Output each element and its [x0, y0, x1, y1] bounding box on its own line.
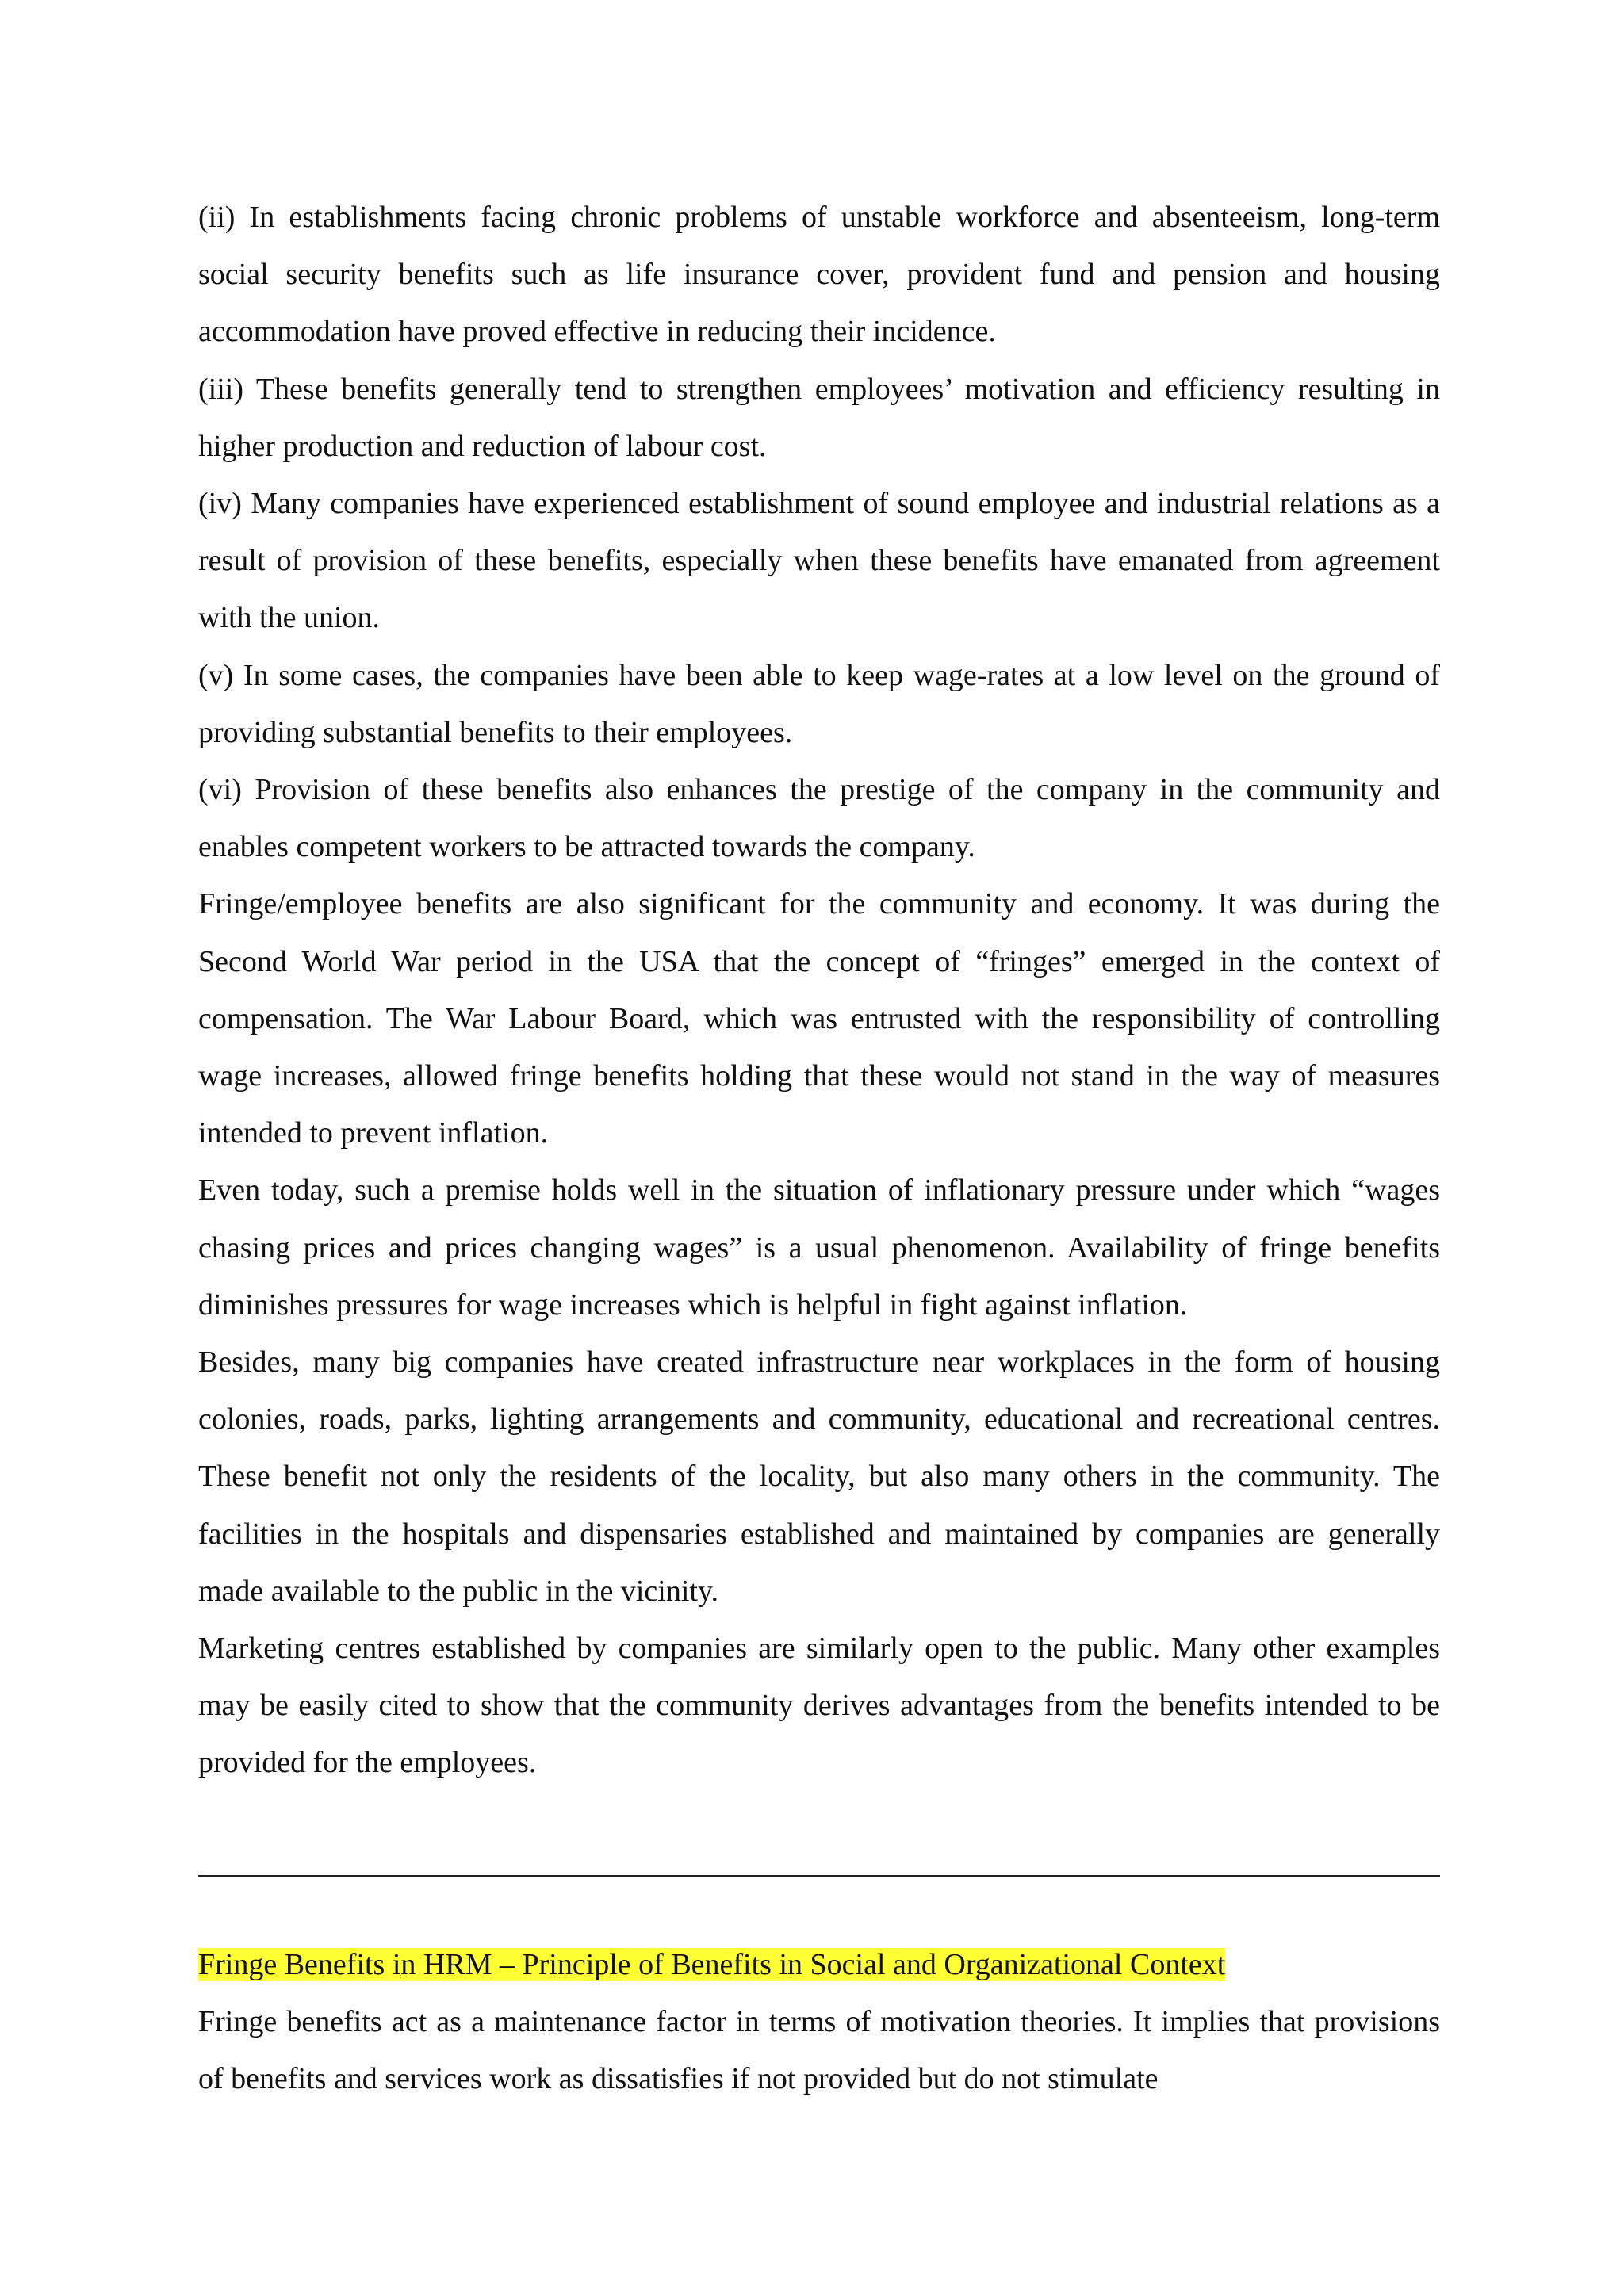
- paragraph-ii: (ii) In establishments facing chronic problems of unstable workforce and absenteeism, long-term social security benefits such as life insurance cover, provident fund and pension and housing accommodation have proved effective in reducing their incidence.: [198, 201, 1440, 349]
- section-intro-paragraph: Fringe benefits act as a maintenance factor in terms of motivation theories. It implies that provisions of benefits and services work as dissatisfies if not provided but do not stimulate: [198, 2005, 1440, 2096]
- paragraph-marketing-centres: Marketing centres established by companies are similarly open to the public. Many other examples may be easily cited to show that the community derives advantages from the benefits intended to be provided for the employees.: [198, 1632, 1440, 1780]
- paragraph-community-economy: Fringe/employee benefits are also significant for the community and economy. It was during the Second World War period in the USA that the concept of “fringes” emerged in the context of compensation. The War Labour Board, which was entrusted with the responsibility of controlling wage increases, allowed fringe benefits holding that these would not stand in the way of measures intended to prevent inflation.: [198, 887, 1440, 1150]
- paragraph-v: (v) In some cases, the companies have been able to keep wage-rates at a low level on the ground of providing substantial benefits to their employees.: [198, 658, 1440, 749]
- section-principle-of-benefits: [198, 1936, 1440, 2108]
- highlighted-heading-text: Fringe Benefits in HRM – Principle of Benefits in Social and Organizational Context: [198, 1948, 1226, 1981]
- paragraph-infrastructure: Besides, many big companies have created infrastructure near workplaces in the form of housing colonies, roads, parks, lighting arrangements and community, educational and recreational centres. These benefit not only the residents of the locality, but also many others in the community. The facilities in the hospitals and dispensaries established and maintained by companies are generally made available to the public in the vicinity.: [198, 1345, 1440, 1608]
- paragraph-iv: (iv) Many companies have experienced establishment of sound employee and industrial relations as a result of provision of these benefits, especially when these benefits have emanated from agreement with the union.: [198, 487, 1440, 635]
- section-heading: [198, 1936, 1440, 1993]
- paragraph-vi: (vi) Provision of these benefits also enhances the prestige of the company in the community and enables competent workers to be attracted towards the company.: [198, 773, 1440, 864]
- horizontal-divider: [198, 1875, 1440, 1877]
- paragraph-inflation: Even today, such a premise holds well in the situation of inflationary pressure under which “wages chasing prices and prices changing wages” is a usual phenomenon. Availability of fringe benefits diminishes pressures for wage increases which is helpful in fight against inflation.: [198, 1173, 1440, 1322]
- paragraph-iii: (iii) These benefits generally tend to strengthen employees’ motivation and efficiency resulting in higher production and reduction of labour cost.: [198, 372, 1440, 463]
- document-body: [198, 189, 1440, 1792]
